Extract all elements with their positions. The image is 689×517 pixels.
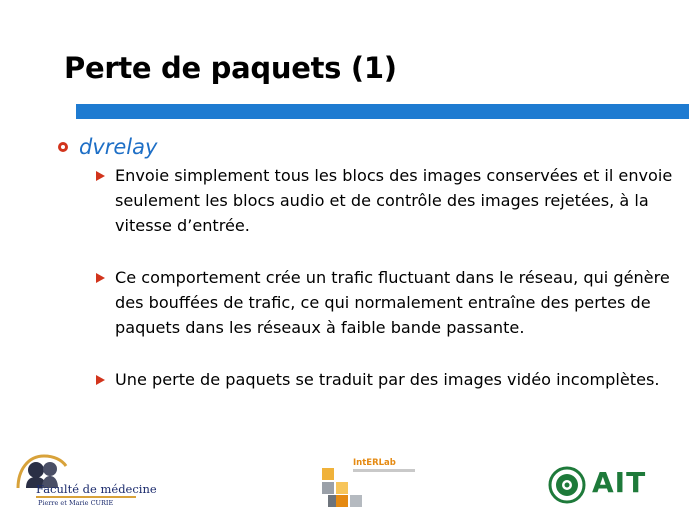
faculty-subtitle: Pierre et Marie CURIE [38, 499, 114, 507]
title-underline-bar [76, 104, 689, 119]
ait-seal-icon [548, 466, 586, 504]
triangle-bullet-icon [96, 375, 105, 385]
ring-bullet-icon [58, 142, 68, 152]
faculty-name: Faculté de médecine [36, 482, 157, 496]
sub-bullet-item [96, 163, 676, 238]
interlab-blocks-icon [320, 464, 368, 508]
sub-bullet-text: Ce comportement crée un trafic fluctuant dans le réseau, qui génère des bouffées de trafic, ce qui normalement entraîne des pertes de paquets dans les réseaux à faible bande passante. [115, 268, 670, 337]
interlab-brand: IntERLab [353, 458, 396, 468]
level1-bullet-text: dvrelay [79, 135, 158, 159]
sub-bullet-text: Envoie simplement tous les blocs des images conservées et il envoie seulement les blocs audio et de contrôle des images rejetées, à la vitesse d’entrée. [115, 166, 673, 235]
triangle-bullet-icon [96, 171, 105, 181]
faculty-logo-divider [36, 496, 136, 498]
triangle-bullet-icon [96, 273, 105, 283]
level1-bullet [58, 134, 157, 160]
interlab-logo [320, 458, 418, 508]
ait-logo [548, 466, 680, 506]
sub-bullet-list [96, 163, 676, 392]
sub-bullet-text: Une perte de paquets se traduit par des images vidéo incomplètes. [115, 370, 660, 389]
faculty-logo [12, 448, 157, 510]
sub-bullet-item [96, 265, 676, 340]
slide-title: Perte de paquets (1) [64, 51, 397, 85]
sub-bullet-item [96, 367, 676, 392]
ait-wordmark: AIT [592, 466, 647, 499]
